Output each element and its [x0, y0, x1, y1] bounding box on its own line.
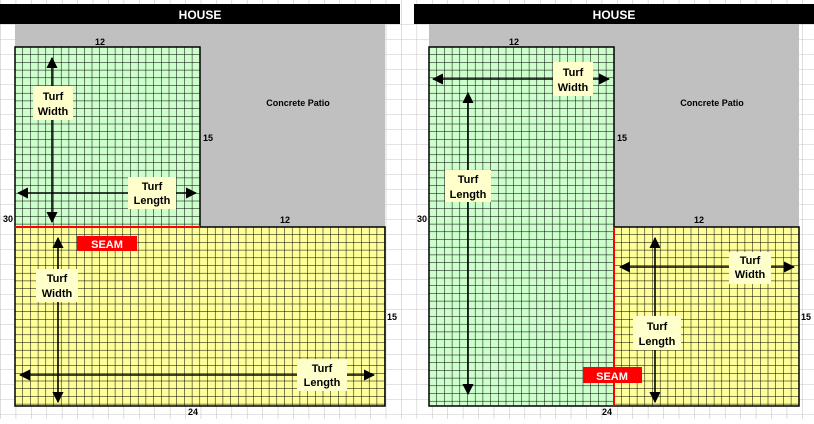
- patio-label: Concrete Patio: [266, 98, 330, 108]
- concrete-patio: [614, 24, 799, 227]
- yellow-length-label: [633, 316, 681, 350]
- svg-text:Turf: Turf: [562, 67, 584, 79]
- svg-text:Width: Width: [734, 269, 766, 281]
- header-label: HOUSE: [592, 8, 636, 22]
- svg-text:Length: Length: [133, 195, 171, 207]
- patio-label: Concrete Patio: [680, 98, 744, 108]
- svg-text:Width: Width: [41, 288, 73, 300]
- svg-text:Turf: Turf: [646, 321, 668, 333]
- green-width-label: [553, 62, 593, 96]
- dim-upper-right: 15: [202, 133, 214, 143]
- dim-upper-right: 15: [616, 133, 628, 143]
- dim-mid: 12: [279, 215, 291, 225]
- patio-top-strip: [429, 24, 614, 47]
- dim-top: 12: [508, 37, 520, 47]
- svg-text:Length: Length: [303, 377, 341, 389]
- right-panel: [414, 4, 814, 417]
- dim-left: 30: [2, 214, 14, 224]
- left-panel: [0, 4, 400, 417]
- seam-label: [583, 367, 642, 383]
- yellow-length-label: [297, 359, 347, 391]
- green-length-label: [128, 177, 176, 209]
- dim-top: 12: [94, 37, 106, 47]
- svg-text:Length: Length: [449, 189, 487, 201]
- dim-left: 30: [416, 214, 428, 224]
- concrete-patio: [200, 24, 385, 227]
- dim-bottom: 24: [601, 407, 613, 417]
- svg-text:SEAM: SEAM: [596, 371, 628, 383]
- svg-text:SEAM: SEAM: [91, 239, 123, 251]
- svg-text:Turf: Turf: [311, 363, 333, 375]
- svg-text:Turf: Turf: [46, 273, 68, 285]
- svg-text:Turf: Turf: [457, 174, 479, 186]
- dim-mid: 12: [693, 215, 705, 225]
- yellow-width-label: [36, 269, 78, 302]
- seam-label: [77, 236, 137, 251]
- header-label: HOUSE: [178, 8, 222, 22]
- green-width-label: [33, 86, 73, 120]
- svg-text:Length: Length: [638, 336, 676, 348]
- svg-text:Width: Width: [557, 82, 589, 94]
- svg-text:Width: Width: [37, 106, 69, 118]
- green-length-label: [445, 170, 491, 202]
- svg-text:Turf: Turf: [739, 255, 761, 267]
- dim-bottom: 24: [187, 407, 199, 417]
- dim-lower-right: 15: [386, 312, 398, 322]
- svg-text:Turf: Turf: [42, 91, 64, 103]
- yellow-width-label: [729, 252, 771, 284]
- patio-top-strip: [15, 24, 200, 47]
- dim-lower-right: 15: [800, 312, 812, 322]
- svg-text:Turf: Turf: [141, 181, 163, 193]
